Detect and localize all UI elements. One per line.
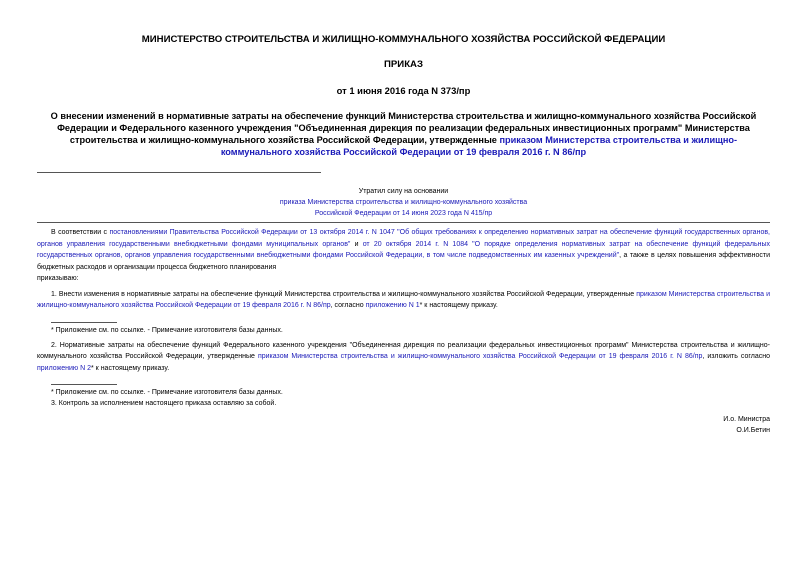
repeal-notice	[37, 186, 770, 219]
prikazyvayu-text: приказываю:	[37, 275, 79, 282]
item-2-text-3: * к настоящему приказу.	[91, 364, 170, 372]
subject-link-order-86[interactable]: приказом Министерства строительства и жилищно-коммунального хозяйства Российской Федерации от 19 февраля 2016 г. N 86/пр	[220, 135, 738, 157]
preamble-link-1084[interactable]: от 20 октября 2014 г. N 1084 "О порядке определения нормативных затрат на обеспечение функций федеральных государственных органов, органов управления государственными внебюджетными фондами Российской Федерации, в том числе подведомственных им казенных учреждений"	[37, 240, 770, 259]
item-1-paragraph	[37, 289, 770, 312]
order-subject	[37, 110, 770, 158]
document-page	[37, 34, 770, 437]
footnote-divider-1	[51, 322, 117, 323]
subject-text: О внесении изменений в нормативные затраты на обеспечение функций Министерства строительства и жилищно-коммунального хозяйства Российской Федерации и Федерального казенного учреждения "Объединенная дирекция по реализации федеральных инвестиционных программ" Министерства строительства и жилищно-коммунального хозяйства Российской Федерации, утвержденные	[50, 111, 757, 145]
footnote-divider-2	[51, 384, 117, 385]
preamble-text-3: , а также в целях повышения эффективности бюджетных расходов и организации процесса бюджетного планирования	[37, 252, 770, 271]
preamble-text-2: и	[350, 240, 363, 248]
item-1-text-3: * к настоящему приказу.	[419, 302, 498, 309]
item-1-text-1: 1. Внести изменения в нормативные затраты на обеспечение функций Министерства строительства и жилищно-коммунального хозяйства Российской Федерации, утвержденные	[51, 290, 637, 298]
item-3-paragraph: 3. Контроль за исполнением настоящего приказа оставляю за собой.	[51, 400, 277, 407]
item-1-link-order-86[interactable]: приказом Министерства строительства и жилищно-коммунального хозяйства Российской Федерации от 19 февраля 2016 г. N 86/пр	[37, 290, 770, 309]
order-title: ПРИКАЗ	[384, 59, 423, 70]
item-1-text-2: , согласно	[330, 302, 366, 309]
title-divider	[37, 172, 321, 173]
item-2-link-order-86[interactable]: приказом Министерства строительства и жилищно-коммунального хозяйства Российской Федерации от 19 февраля 2016 г. N 86/пр	[257, 353, 703, 360]
signature-position: И.о. Министра	[723, 415, 770, 423]
repeal-text: Утратил силу на основании	[358, 188, 449, 195]
preamble-link-1047[interactable]: постановлениями Правительства Российской Федерации от 13 октября 2014 г. N 1047 "Об общих требованиях к определению нормативных затрат на обеспечение функций государственных органов, органов управления государственными внебюджетными фондами муниципальных органов"	[37, 229, 771, 248]
preamble-paragraph	[37, 227, 770, 273]
footnote-1: * Приложение см. по ссылке. - Примечание изготовителя базы данных.	[51, 326, 283, 334]
item-2-text-2: , изложить согласно	[702, 353, 770, 360]
repeal-link-line1[interactable]: приказа Министерства строительства и жилищно-коммунального хозяйства	[279, 199, 528, 206]
item-2-text-1: 2. Нормативные затраты на обеспечение функций Федерального казенного учреждения "Объединенная дирекция по реализации федеральных инвестиционных программ" Министерства строительства и жилищно-коммунального хозяйства Российской Федерации, утвержденные	[37, 341, 770, 360]
ministry-heading: МИНИСТЕРСТВО СТРОИТЕЛЬСТВА И ЖИЛИЩНО-КОММУНАЛЬНОГО ХОЗЯЙСТВА РОССИЙСКОЙ ФЕДЕРАЦИИ	[141, 34, 666, 45]
preamble-text-1: В соответствии с	[51, 229, 110, 236]
item-2-link-appendix-2[interactable]: приложению N 2	[37, 364, 92, 372]
signature-name: О.И.Бетин	[736, 427, 770, 434]
repeal-divider	[37, 222, 770, 223]
item-2-paragraph	[37, 340, 770, 375]
item-1-link-appendix-1[interactable]: приложению N 1	[365, 302, 420, 309]
repeal-link-line2[interactable]: Российской Федерации от 14 июня 2023 года N 415/пр	[314, 210, 493, 217]
order-date: от 1 июня 2016 года N 373/пр	[336, 85, 471, 96]
footnote-2: * Приложение см. по ссылке. - Примечание изготовителя базы данных.	[51, 389, 283, 396]
